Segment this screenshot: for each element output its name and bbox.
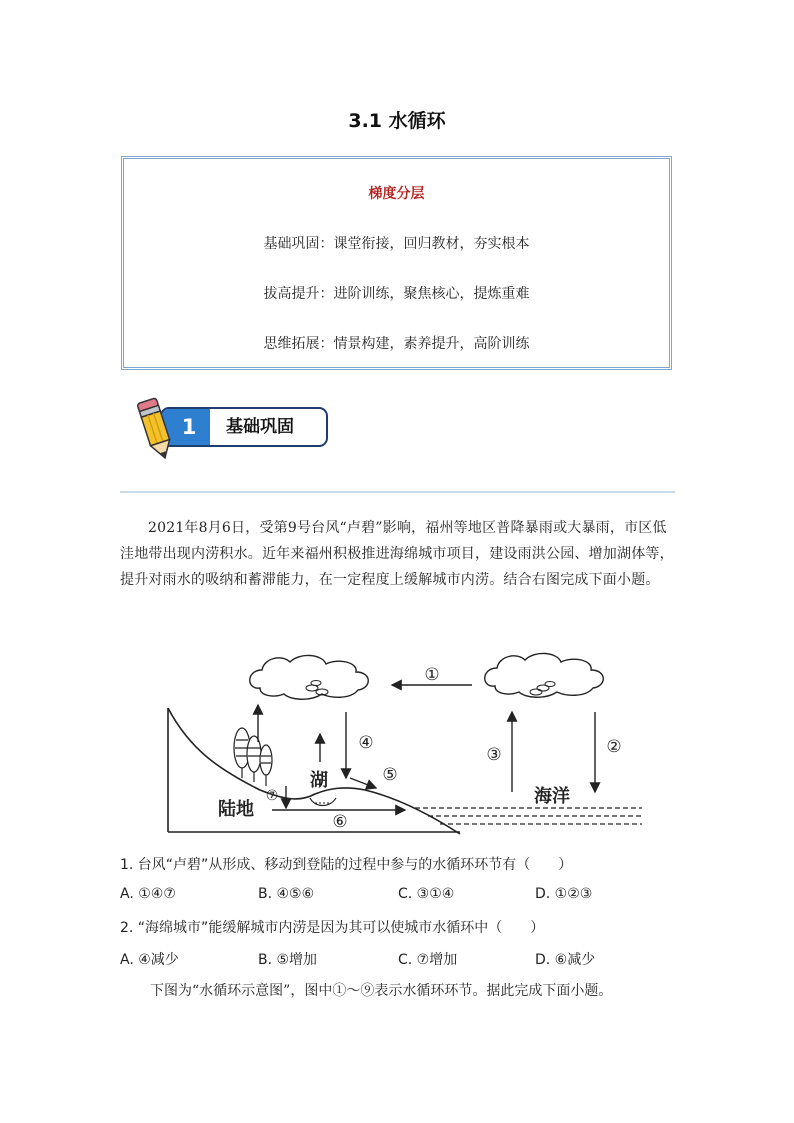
cloud-land — [250, 655, 369, 699]
page-title: 3.1 水循环 — [348, 110, 446, 132]
marker-7: ⑦ — [265, 788, 279, 804]
question-2-option-b[interactable]: B. ⑤增加 — [258, 952, 318, 968]
section-number: 1 — [162, 409, 210, 445]
sea-surface — [415, 808, 642, 824]
question-2-option-d[interactable]: D. ⑥减少 — [535, 952, 596, 968]
marker-5: ⑤ — [382, 765, 398, 785]
lake-basin — [310, 798, 336, 806]
section-label: 基础巩固 — [226, 417, 294, 437]
water-cycle-diagram — [150, 650, 645, 835]
marker-4: ④ — [358, 733, 374, 753]
question-1-option-a[interactable]: A. ①④⑦ — [120, 886, 176, 902]
question-1: 1. 台风“卢碧”从形成、移动到登陆的过程中参与的水循环环节有（ ） — [120, 857, 573, 873]
question-1-option-b[interactable]: B. ④⑤⑥ — [258, 886, 315, 902]
marker-6: ⑥ — [332, 812, 348, 832]
question-1-option-d[interactable]: D. ①②③ — [535, 886, 593, 902]
question-2-option-a[interactable]: A. ④减少 — [120, 952, 179, 968]
question-2-option-c[interactable]: C. ⑦增加 — [398, 952, 458, 968]
arrow-5 — [350, 778, 376, 788]
cloud-sea — [485, 653, 604, 697]
layer-heading: 梯度分层 — [368, 186, 425, 202]
passage-text: 2021年8月6日，受第9号台风“卢碧”影响，福州等地区普降暴雨或大暴雨，市区低洼地带出现内涝积水。近年来福州积极推进海绵城市项目，建设雨洪公园、增加湖体等，提升对雨水的吸纳和蓄滞能力，在一定程度上缓解城市内涝。结合右图完成下面小题。 — [120, 520, 674, 588]
layer-item-advanced: 拔高提升：进阶训练，聚焦核心，提炼重难 — [263, 286, 530, 302]
next-figure-note: 下图为“水循环示意图”，图中①～⑨表示水循环环节。据此完成下面小题。 — [150, 983, 613, 999]
question-2: 2. “海绵城市”能缓解城市内涝是因为其可以使城市水循环中（ ） — [120, 920, 545, 936]
pencil-icon — [132, 395, 182, 465]
marker-3: ③ — [486, 745, 502, 765]
label-lake: 湖 — [310, 770, 328, 791]
label-land: 陆地 — [218, 799, 254, 820]
section-pill — [160, 407, 328, 447]
label-sea: 海洋 — [534, 786, 570, 807]
marker-1: ① — [424, 665, 440, 685]
section-header — [132, 395, 332, 465]
marker-2: ② — [606, 737, 622, 757]
question-1-option-c[interactable]: C. ③①④ — [398, 886, 455, 902]
layer-item-thinking: 思维拓展：情景构建，素养提升，高阶训练 — [263, 336, 530, 352]
layer-item-basic: 基础巩固：课堂衔接，回归教材，夯实根本 — [263, 236, 530, 252]
trees — [234, 728, 272, 786]
section-divider — [120, 491, 675, 493]
layer-box — [121, 156, 672, 370]
